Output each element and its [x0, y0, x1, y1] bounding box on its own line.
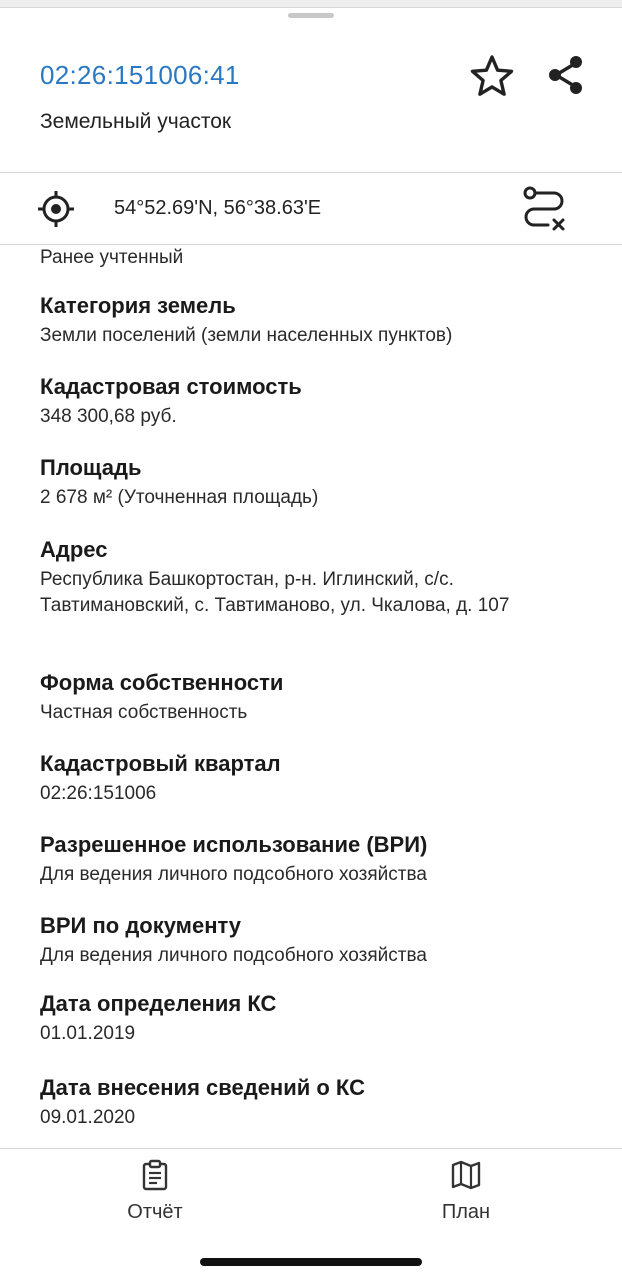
field-cadastral-quarter: [40, 749, 588, 807]
header: [0, 20, 622, 172]
coordinates-text[interactable]: 54°52.69'N, 56°38.63'E: [114, 197, 322, 219]
field-value: Республика Башкортостан, р-н. Иглинский, с/с. Тавтимановский, с. Тавтиманово, ул. Чкалова, д. 107: [40, 569, 510, 616]
plan-button[interactable]: [406, 1159, 526, 1231]
field-label: Дата внесения сведений о КС: [40, 1075, 365, 1100]
sheet-drag-handle[interactable]: [288, 13, 334, 18]
field-cadastral-value: [40, 372, 588, 430]
field-label: Адрес: [40, 537, 108, 562]
field-address: [40, 535, 588, 619]
field-permitted-use-doc: [40, 911, 588, 969]
field-valuation-date: [40, 989, 588, 1047]
field-label: Площадь: [40, 455, 142, 480]
share-button[interactable]: [542, 52, 590, 100]
field-ownership: [40, 668, 588, 726]
field-permitted-use: [40, 830, 588, 888]
field-value: 02:26:151006: [40, 783, 157, 804]
route-button[interactable]: [518, 183, 570, 235]
field-entry-date: [40, 1073, 588, 1131]
field-value: 2 678 м² (Уточненная площадь): [40, 487, 319, 508]
route-cancel-icon: [518, 183, 570, 235]
field-label: ВРИ по документу: [40, 913, 242, 938]
top-status-strip: [0, 0, 622, 8]
field-label: Кадастровая стоимость: [40, 374, 302, 399]
status-value: Ранее учтенный: [40, 247, 184, 268]
coordinates-row: [0, 173, 622, 245]
cadastral-number[interactable]: 02:26:151006:41: [40, 60, 240, 90]
field-value: 09.01.2020: [40, 1107, 136, 1128]
field-value: Земли поселений (земли населенных пунктов): [40, 325, 453, 346]
field-value: Частная собственность: [40, 702, 248, 723]
field-label: Кадастровый квартал: [40, 751, 281, 776]
map-icon: [451, 1159, 481, 1191]
field-label: Категория земель: [40, 293, 236, 318]
object-type: Земельный участок: [40, 110, 232, 133]
field-label: Дата определения КС: [40, 991, 277, 1016]
star-icon: [468, 52, 516, 100]
status-field: [40, 245, 588, 271]
crosshair-icon: [36, 189, 76, 229]
home-indicator[interactable]: [200, 1258, 422, 1266]
field-value: 01.01.2019: [40, 1023, 136, 1044]
field-value: 348 300,68 руб.: [40, 406, 177, 427]
field-label: Форма собственности: [40, 670, 284, 695]
field-label: Разрешенное использование (ВРИ): [40, 832, 428, 857]
report-button[interactable]: [95, 1159, 215, 1231]
favorite-button[interactable]: [468, 52, 516, 100]
share-icon: [542, 52, 590, 100]
plan-label: План: [441, 1201, 491, 1223]
field-value: Для ведения личного подсобного хозяйства: [40, 945, 427, 966]
locate-button[interactable]: [36, 189, 76, 229]
report-icon: [140, 1159, 170, 1191]
report-label: Отчёт: [127, 1201, 183, 1223]
field-land-category: [40, 291, 588, 349]
field-area: [40, 453, 588, 511]
details-list[interactable]: [0, 245, 622, 1148]
field-value: Для ведения личного подсобного хозяйства: [40, 864, 427, 885]
